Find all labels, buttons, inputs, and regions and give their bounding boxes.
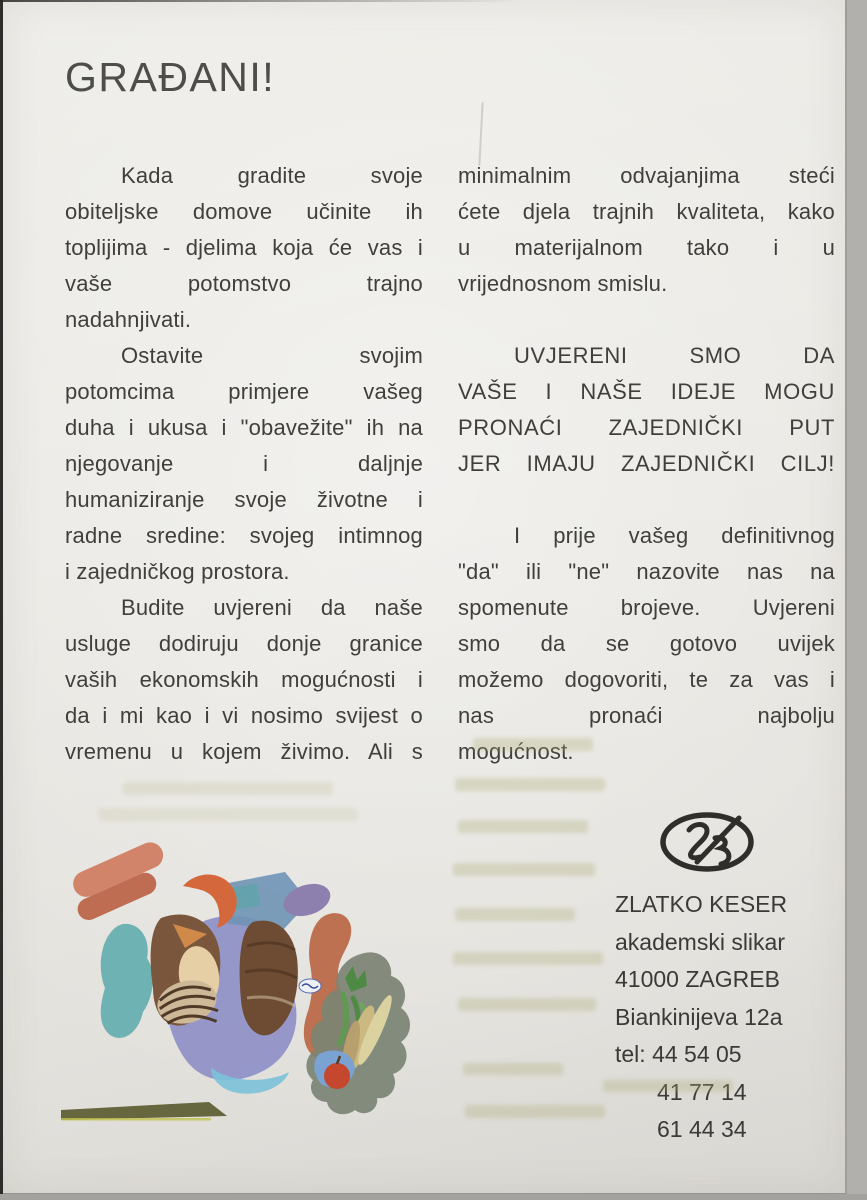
text-line: i zajedničkog prostora.	[65, 559, 290, 584]
contact-role: akademski slikar	[615, 928, 785, 955]
text-line: možemo dogovoriti, te za vas i	[458, 667, 835, 692]
text-line: JER IMAJU ZAJEDNIČKI CILJ!	[458, 451, 835, 476]
contact-city: 41000 ZAGREB	[615, 966, 780, 992]
scan-edge-left	[0, 0, 3, 1200]
text-line: ćete djela trajnih kvaliteta, kako	[458, 199, 835, 224]
contact-phone-2: 41 77 14	[657, 1078, 747, 1105]
bleed-through-mark	[455, 908, 575, 921]
contact-name: ZLATKO KESER	[615, 891, 788, 917]
text-line: potomcima primjere vašeg	[65, 379, 423, 404]
artwork-collage-image	[61, 826, 433, 1160]
text-line: UVJERENI SMO DA	[514, 343, 835, 368]
page-title: GRAĐANI!	[65, 54, 276, 100]
bleed-through-mark	[123, 782, 333, 795]
text-line: vrijednosnom smislu.	[458, 271, 668, 296]
contact-phone-1: tel: 44 54 05	[615, 1041, 742, 1067]
text-line: vaše potomstvo trajno	[65, 271, 423, 296]
text-line: PRONAĆI ZAJEDNIČKI PUT	[458, 415, 835, 440]
text-line: usluge dodiruju donje granice	[65, 631, 423, 656]
paragraph	[65, 158, 423, 338]
text-line: Budite uvjereni da naše	[121, 595, 423, 620]
text-line: u materijalnom tako i u	[458, 235, 835, 260]
text-line: vaših ekonomskih mogućnosti i	[65, 667, 423, 692]
contact-street: Biankinijeva 12a	[615, 1003, 783, 1030]
text-line: VAŠE I NAŠE IDEJE MOGU	[458, 379, 835, 404]
paper-page	[3, 0, 847, 1195]
paragraph	[65, 338, 423, 590]
text-line: radne sredine: svojeg intimnog	[65, 523, 423, 548]
text-line: Ostavite svojim	[121, 343, 423, 368]
zk-monogram-icon	[659, 812, 755, 872]
text-line: "da" ili "ne" nazovite nas na	[458, 559, 835, 584]
contact-block	[615, 812, 815, 1149]
text-line: humaniziranje svoje životne i	[65, 487, 423, 512]
paragraph	[458, 518, 835, 770]
text-line: Kada gradite svoje	[121, 163, 423, 188]
bleed-through-mark	[458, 820, 588, 833]
paper-crease	[478, 102, 483, 166]
left-text-column	[65, 158, 423, 770]
paragraph-emphasis	[458, 338, 835, 482]
text-line: vremenu u kojem živimo. Ali s	[65, 739, 423, 764]
text-line: nas pronaći najbolju	[458, 703, 835, 728]
contact-phone-3: 61 44 34	[657, 1116, 747, 1142]
bleed-through-mark	[465, 1105, 605, 1118]
text-line: njegovanje i daljnje	[65, 451, 423, 476]
text-line: minimalnim odvajanjima steći	[458, 163, 835, 188]
right-text-column	[458, 158, 835, 770]
bleed-through-mark	[463, 1063, 563, 1075]
text-line: mogućnost.	[458, 739, 574, 764]
text-line: da i mi kao i vi nosimo svijest o	[65, 703, 423, 728]
bleed-through-mark	[458, 998, 596, 1011]
bleed-through-mark	[453, 863, 595, 876]
text-line: obiteljske domove učinite ih	[65, 199, 423, 224]
scan-edge-bottom	[0, 1194, 867, 1200]
text-line: nadahnjivati.	[65, 307, 192, 332]
text-line: I prije vašeg definitivnog	[514, 523, 835, 548]
bleed-through-mark	[453, 952, 603, 965]
text-line: toplijima - djelima koja će vas i	[65, 235, 423, 260]
scan-edge-top	[0, 0, 520, 2]
artwork-collage	[61, 826, 433, 1160]
paragraph	[458, 158, 835, 302]
bleed-through-mark	[455, 778, 605, 791]
paragraph	[65, 590, 423, 770]
text-line: smo da se gotovo uvijek	[458, 631, 835, 656]
bleed-through-mark	[98, 808, 358, 821]
text-line: duha i ukusa i "obavežite" ih na	[65, 415, 423, 440]
text-line: spomenute brojeve. Uvjereni	[458, 595, 835, 620]
